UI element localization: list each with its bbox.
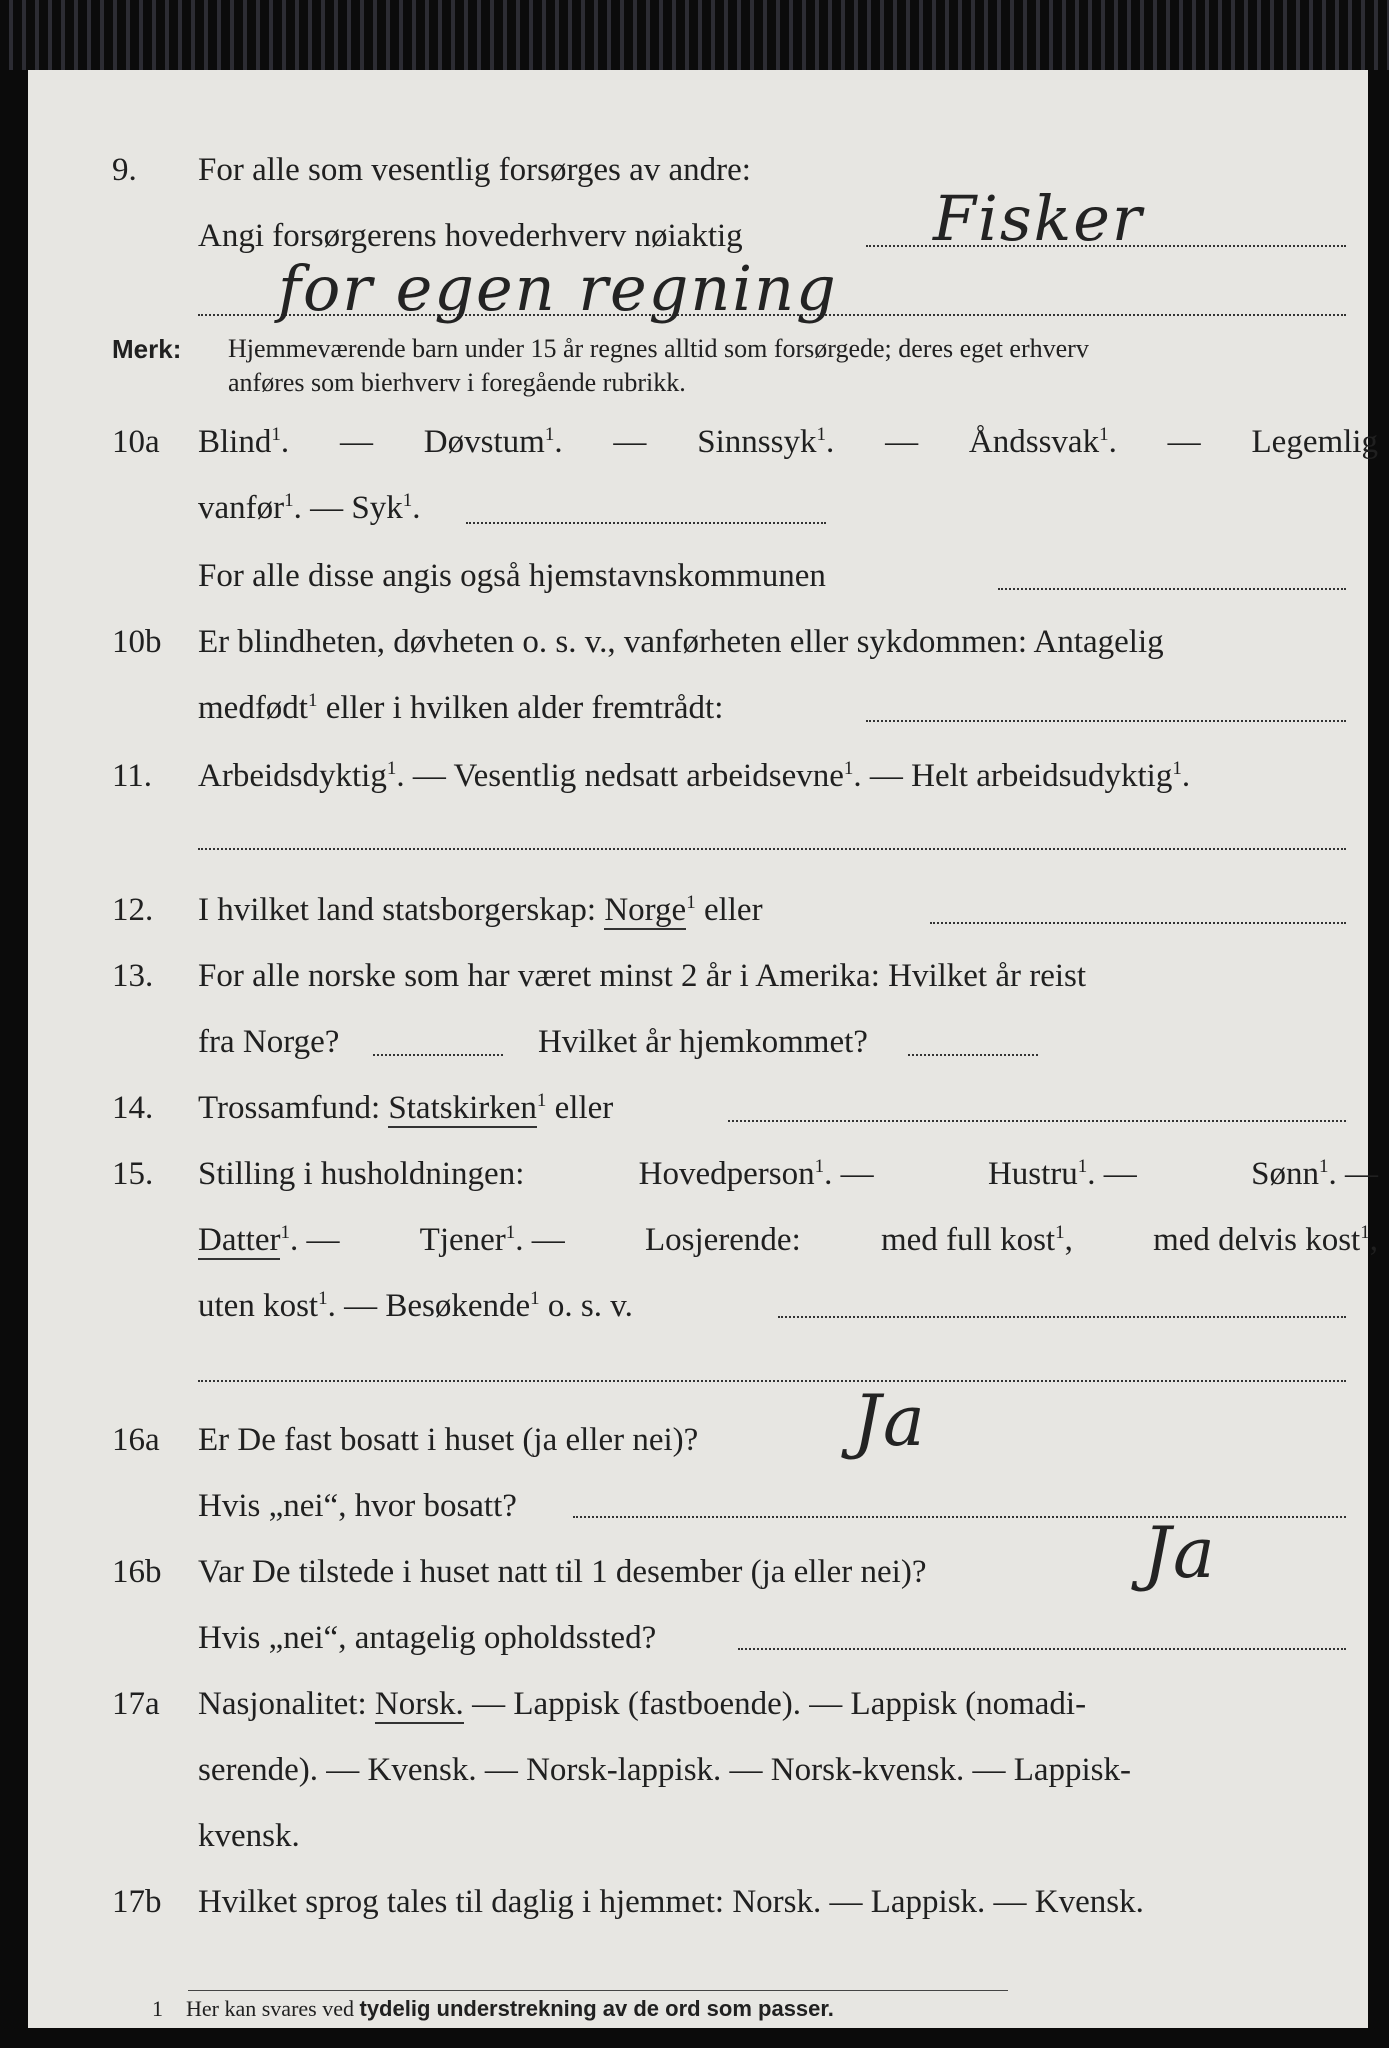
q16b-number: 16b xyxy=(112,1554,162,1590)
footnote-text: Her kan svares ved xyxy=(186,1996,354,2021)
opt-vanfor: vanfør xyxy=(198,490,285,526)
q11-number: 11. xyxy=(112,758,153,794)
q17a-text3: kvensk. xyxy=(198,1818,300,1854)
q17a-text2: serende). — Kvensk. — Norsk-lappisk. — Norsk-kvensk. — Lappisk- xyxy=(198,1752,1132,1788)
opt-tjener: Tjener xyxy=(419,1222,506,1258)
merk-label: Merk: xyxy=(112,334,182,364)
q16a-text2: Hvis „nei“, hvor bosatt? xyxy=(198,1488,517,1524)
scan-top-edge xyxy=(0,0,1389,70)
q9-handwritten-answer1: Fisker xyxy=(933,182,1144,255)
opt-dovstum: Døvstum xyxy=(423,424,545,460)
footnote-rule xyxy=(188,1990,1008,1991)
q14-eller: eller xyxy=(554,1090,614,1126)
q16a-text1: Er De fast bosatt i huset (ja eller nei)? xyxy=(198,1422,699,1458)
footnote-bold: tydelig understrekning av de ord som passer. xyxy=(359,1996,834,2021)
opt-nedsatt: Vesentlig nedsatt arbeidsevne xyxy=(453,758,844,794)
opt-utenkost: uten kost xyxy=(198,1288,319,1324)
q14-blank xyxy=(728,1120,1346,1122)
q10b-text2: eller i hvilken alder fremtrådt: xyxy=(325,690,724,726)
q14-text: Trossamfund: xyxy=(198,1090,381,1126)
opt-andssvak: Åndssvak xyxy=(968,424,1100,460)
q16b-handwritten-answer: Ja xyxy=(1143,1512,1217,1594)
q13-text2b: Hvilket år hjemkommet? xyxy=(538,1024,868,1060)
opt-sinnssyk: Sinnssyk xyxy=(697,424,817,460)
opt-legemlig: Legemlig xyxy=(1251,424,1378,460)
q17a-number: 17a xyxy=(112,1686,160,1722)
q17b-text1: Hvilket sprog tales til daglig i hjemmet: Norsk. — Lappisk. — Kvensk. xyxy=(198,1884,1144,1920)
q9-handwritten-answer2: for egen regning xyxy=(278,252,838,325)
q10a-line2-blank xyxy=(466,522,826,524)
opt-datter: Datter xyxy=(198,1222,281,1258)
q16b-text1: Var De tilstede i huset natt til 1 desember (ja eller nei)? xyxy=(198,1554,927,1590)
opt-fullkost: med full kost xyxy=(880,1222,1056,1258)
opt-besokende: Besøkende xyxy=(385,1288,531,1324)
q11-blank xyxy=(198,848,1346,850)
q16b-text2: Hvis „nei“, antagelig opholdssted? xyxy=(198,1620,657,1656)
q13-text2a: fra Norge? xyxy=(198,1024,340,1060)
opt-blind: Blind xyxy=(198,424,272,460)
opt-udyktig: Helt arbeidsudyktig xyxy=(911,758,1173,794)
opt-hovedperson: Hovedperson xyxy=(638,1156,815,1192)
opt-medfodt: medfødt xyxy=(198,690,308,726)
q12-blank xyxy=(930,922,1346,924)
q15-blank2 xyxy=(198,1380,1346,1382)
q16a-blank xyxy=(573,1516,1346,1518)
q10a-text3: For alle disse angis også hjemstavnskommunen xyxy=(198,558,826,594)
census-form-page: 9. For alle som vesentlig forsørges av andre: Angi forsørgerens hovederhverv nøiaktig Fisker for egen regning Merk: Hjemmeværende barn under 15 år regnes alltid som forsørgede; deres eget erhverv anføres som bierhverv i foregående rubrikk. 10a Blind$^1$. — Døvstum$^1$. — Sinnssyk$^1$. — Åndssvak$^1$. — Legemlig vanfør$^1$. — Syk$^1$. For alle disse angis også hjemstavnskommunen 10b Er blindheten, døvheten o. s. v., vanførheten eller sykdommen: Antagelig medfødt$^1$ eller i hvilken alder fremtrådt: 11. Arbeidsdyktig$^1$. — Vesentlig nedsatt arbeidsevne$^1$. — Helt arbeidsudyktig$^1$. 12. I hvilket land statsborgerskap: Norge$^1$ eller 13. For alle norske som har været minst 2 år i Amerika: Hvilket år reist fra Norge? Hvilket år hjemkommet? 14. Trossamfund: Statskirken$^1$ eller 15. Stilling i husholdningen: Hovedperson$^1$. — Hustru$^1$. — Sønn$^1$. — Datter$^1$. — Tjener$^1$. — Losjerende: med full kost$^1$, med delvis kost$^1$, uten kost$^1$. — Besøkende$^1$ o. s. v. 16a Er De fast bosatt i huset (ja eller nei)? Ja Hvis „nei“, hvor bosatt? 16b Var De tilstede i huset natt til 1 desember (ja eller nei)? Ja Hvis „nei“, antagelig opholdssted? 17a Nasjonalitet: Norsk. — Lappisk (fastboende). — Lappisk (nomadi- serende). — Kvensk. — Norsk-lappisk. — Norsk-kvensk. — Lappisk- kvensk. 17b Hvilket sprog tales til daglig i hjemmet: Norsk. — Lappisk. — Kvensk. 1 Her kan svares ved tydelig understrekning av de ord som passer. xyxy=(28,70,1368,2028)
q10b-text1: Er blindheten, døvheten o. s. v., vanførheten eller sykdommen: Antagelig xyxy=(198,624,1164,660)
q9-text1: For alle som vesentlig forsørges av andre: xyxy=(198,152,751,188)
q10a-line3-blank xyxy=(998,588,1346,590)
opt-delviskost: med delvis kost xyxy=(1153,1222,1361,1258)
q16a-handwritten-answer: Ja xyxy=(853,1380,927,1462)
q17b-number: 17b xyxy=(112,1884,162,1920)
opt-norsk: Norsk. xyxy=(374,1686,464,1722)
q16a-number: 16a xyxy=(112,1422,160,1458)
q13-text1: For alle norske som har været minst 2 år i Amerika: Hvilket år reist xyxy=(198,958,1087,994)
q9-number: 9. xyxy=(112,152,137,188)
footnote-mark: 1 xyxy=(152,1996,163,2021)
q16b-blank xyxy=(738,1648,1346,1650)
q17a-label: Nasjonalitet: xyxy=(198,1686,367,1722)
q12-text: I hvilket land statsborgerskap: xyxy=(198,892,597,928)
opt-losjerende: Losjerende: xyxy=(644,1222,801,1258)
q15-label: Stilling i husholdningen: xyxy=(198,1156,525,1192)
q15-number: 15. xyxy=(112,1156,154,1192)
opt-norge: Norge xyxy=(604,892,687,928)
q12-number: 12. xyxy=(112,892,154,928)
q15-blank1 xyxy=(778,1316,1346,1318)
opt-hustru: Hustru xyxy=(987,1156,1078,1192)
q9-text2: Angi forsørgerens hovederhverv nøiaktig xyxy=(198,218,743,254)
q10b-number: 10b xyxy=(112,624,162,660)
opt-sonn: Sønn xyxy=(1251,1156,1319,1192)
q10a-options: Blind$^1$. — Døvstum$^1$. — Sinnssyk$^1$. — Åndssvak$^1$. — Legemlig xyxy=(198,424,1378,460)
opt-arbeidsdyktig: Arbeidsdyktig xyxy=(198,758,387,794)
merk-text2: anføres som bierhverv i foregående rubrikk. xyxy=(228,368,686,397)
q15-osv: o. s. v. xyxy=(547,1288,633,1324)
opt-syk: Syk xyxy=(351,490,403,526)
q14-number: 14. xyxy=(112,1090,154,1126)
opt-statskirken: Statskirken xyxy=(388,1090,537,1126)
q17a-text1: — Lappisk (fastboende). — Lappisk (nomadi- xyxy=(472,1686,1087,1722)
q13-blank1 xyxy=(373,1054,503,1056)
merk-text1: Hjemmeværende barn under 15 år regnes alltid som forsørgede; deres eget erhverv xyxy=(228,334,1089,363)
q10a-number: 10a xyxy=(112,424,160,460)
q12-eller: eller xyxy=(703,892,763,928)
q13-number: 13. xyxy=(112,958,154,994)
q13-blank2 xyxy=(908,1054,1038,1056)
q10b-blank xyxy=(866,720,1346,722)
